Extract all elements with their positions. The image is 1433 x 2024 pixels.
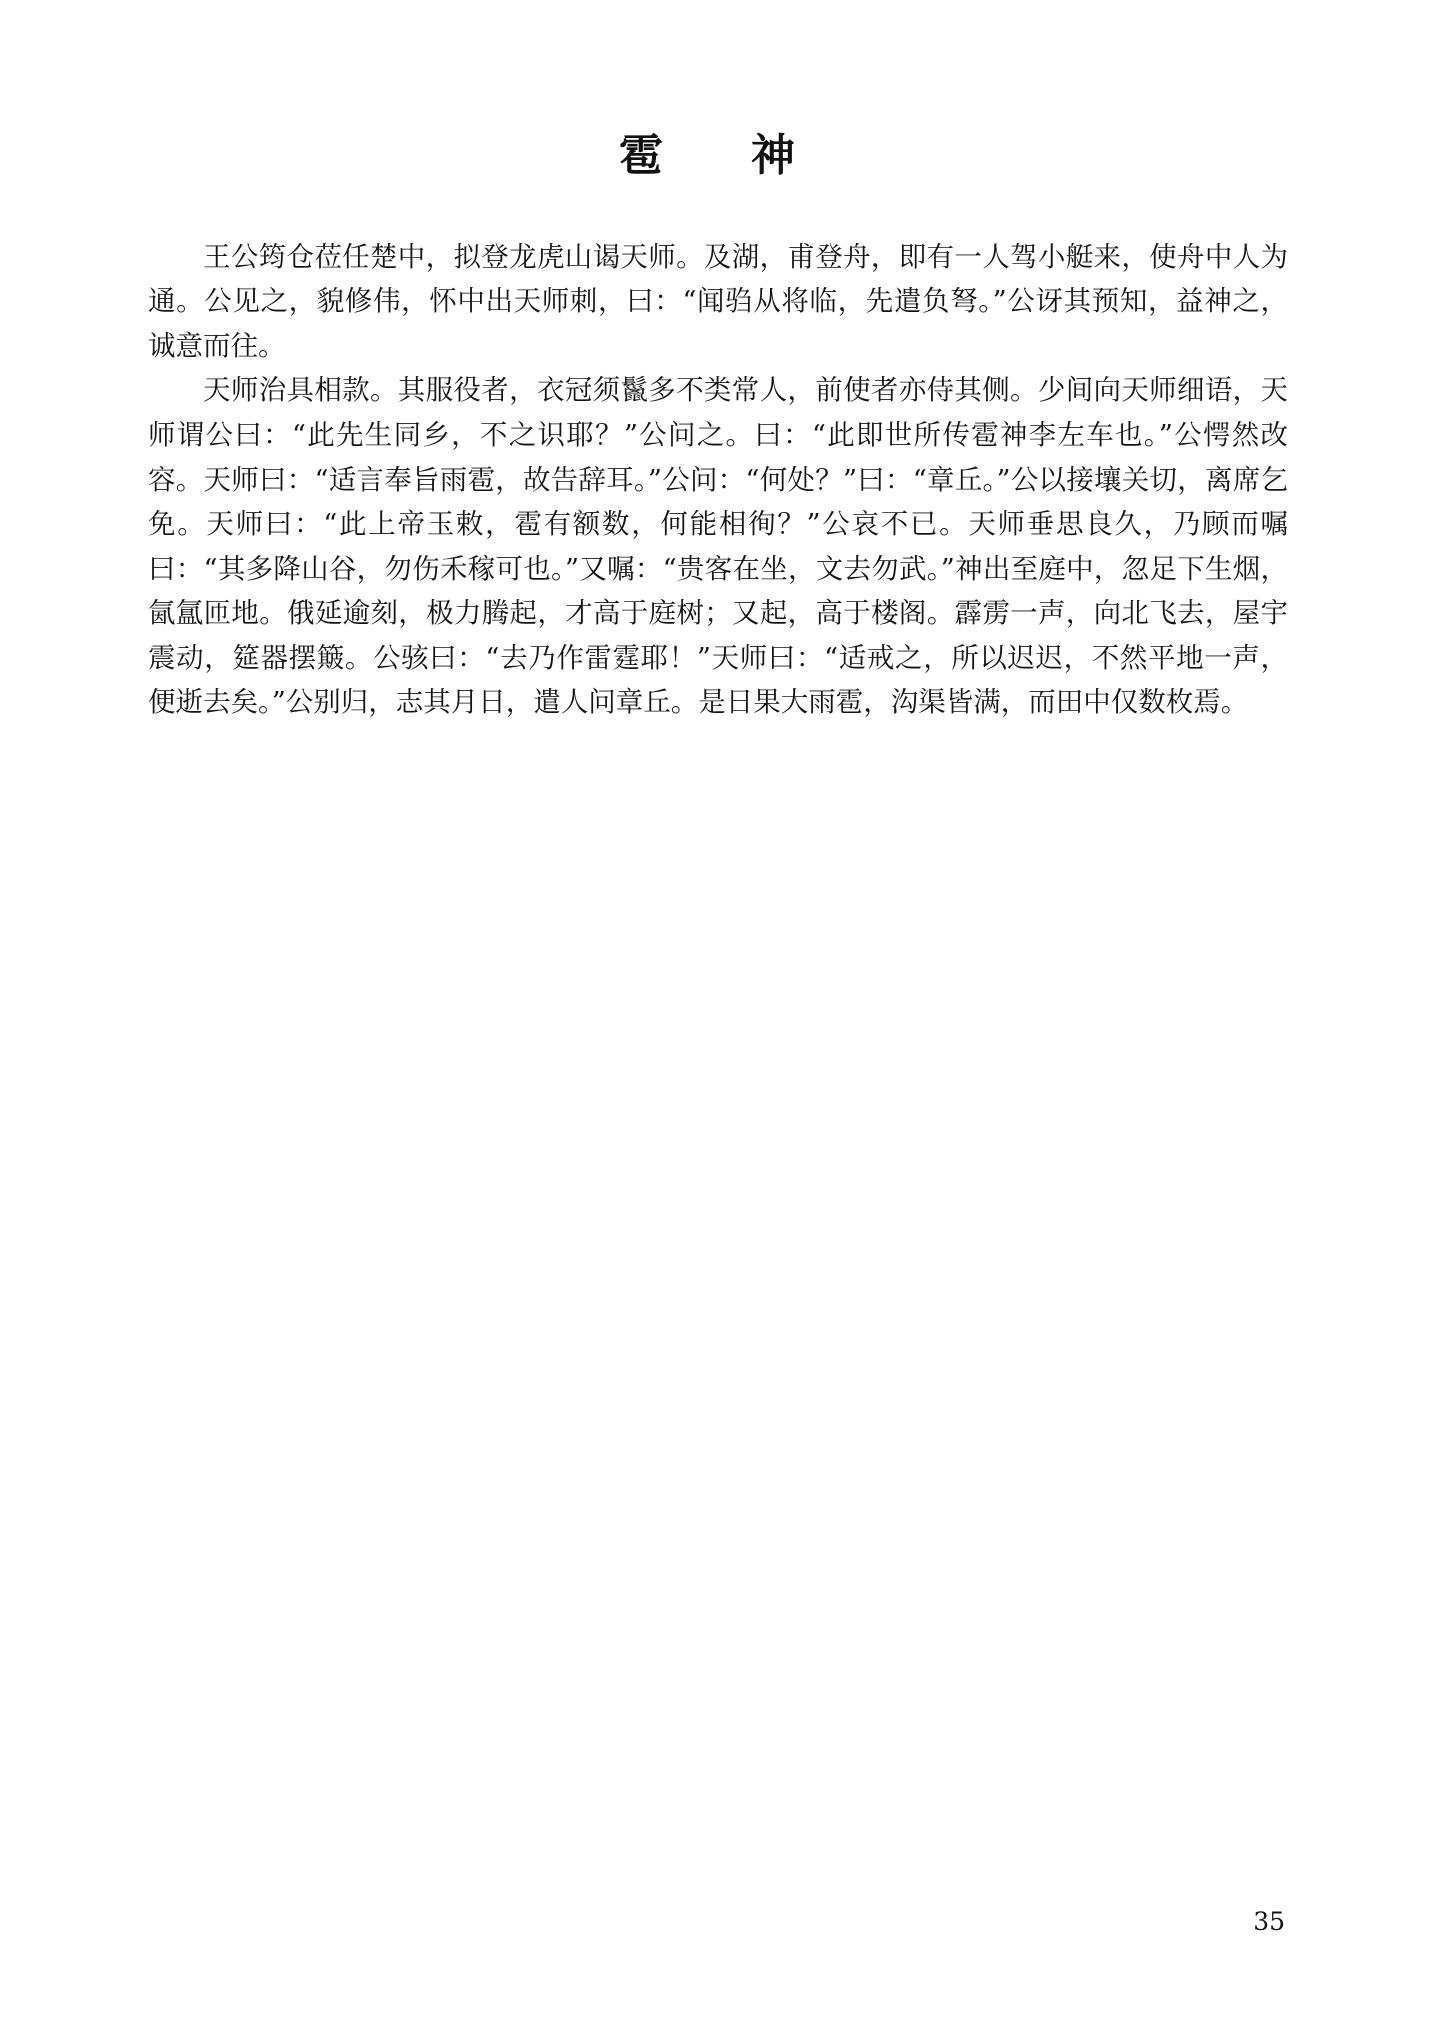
body-text bbox=[148, 235, 1288, 725]
page-content bbox=[148, 0, 1288, 725]
paragraph-1: 王公筠仓莅任楚中，拟登龙虎山谒天师。及湖，甫登舟，即有一人驾小艇来，使舟中人为通。公见之，貌修伟，怀中出天师刺，曰：“闻驺从将临，先遣负弩。”公讶其预知，益神之，诚意而往。 bbox=[148, 240, 1288, 362]
page-title: 雹 神 bbox=[619, 130, 817, 181]
paragraph-2: 天师治具相款。其服役者，衣冠须鬣多不类常人，前使者亦侍其侧。少间向天师细语，天师谓公曰：“此先生同乡，不之识耶？”公问之。曰：“此即世所传雹神李左车也。”公愕然改容。天师曰：“适言奉旨雨雹，故告辞耳。”公问：“何处？”曰：“章丘。”公以接壤关切，离席乞免。天师曰：“此上帝玉敕，雹有额数，何能相徇？”公哀不已。天师垂思良久，乃顾而嘱曰：“其多降山谷，勿伤禾稼可也。”又嘱：“贵客在坐，文去勿武。”神出至庭中，忽足下生烟，氤氲匝地。俄延逾刻，极力腾起，才高于庭树；又起，高于楼阁。霹雳一声，向北飞去，屋宇震动，筵器摆簸。公骇曰：“去乃作雷霆耶！”天师曰：“适戒之，所以迟迟，不然平地一声，便逝去矣。”公别归，志其月日，遣人问章丘。是日果大雨雹，沟渠皆满，而田中仅数枚焉。 bbox=[148, 374, 1288, 719]
page-number: 35 bbox=[1253, 1907, 1285, 1936]
